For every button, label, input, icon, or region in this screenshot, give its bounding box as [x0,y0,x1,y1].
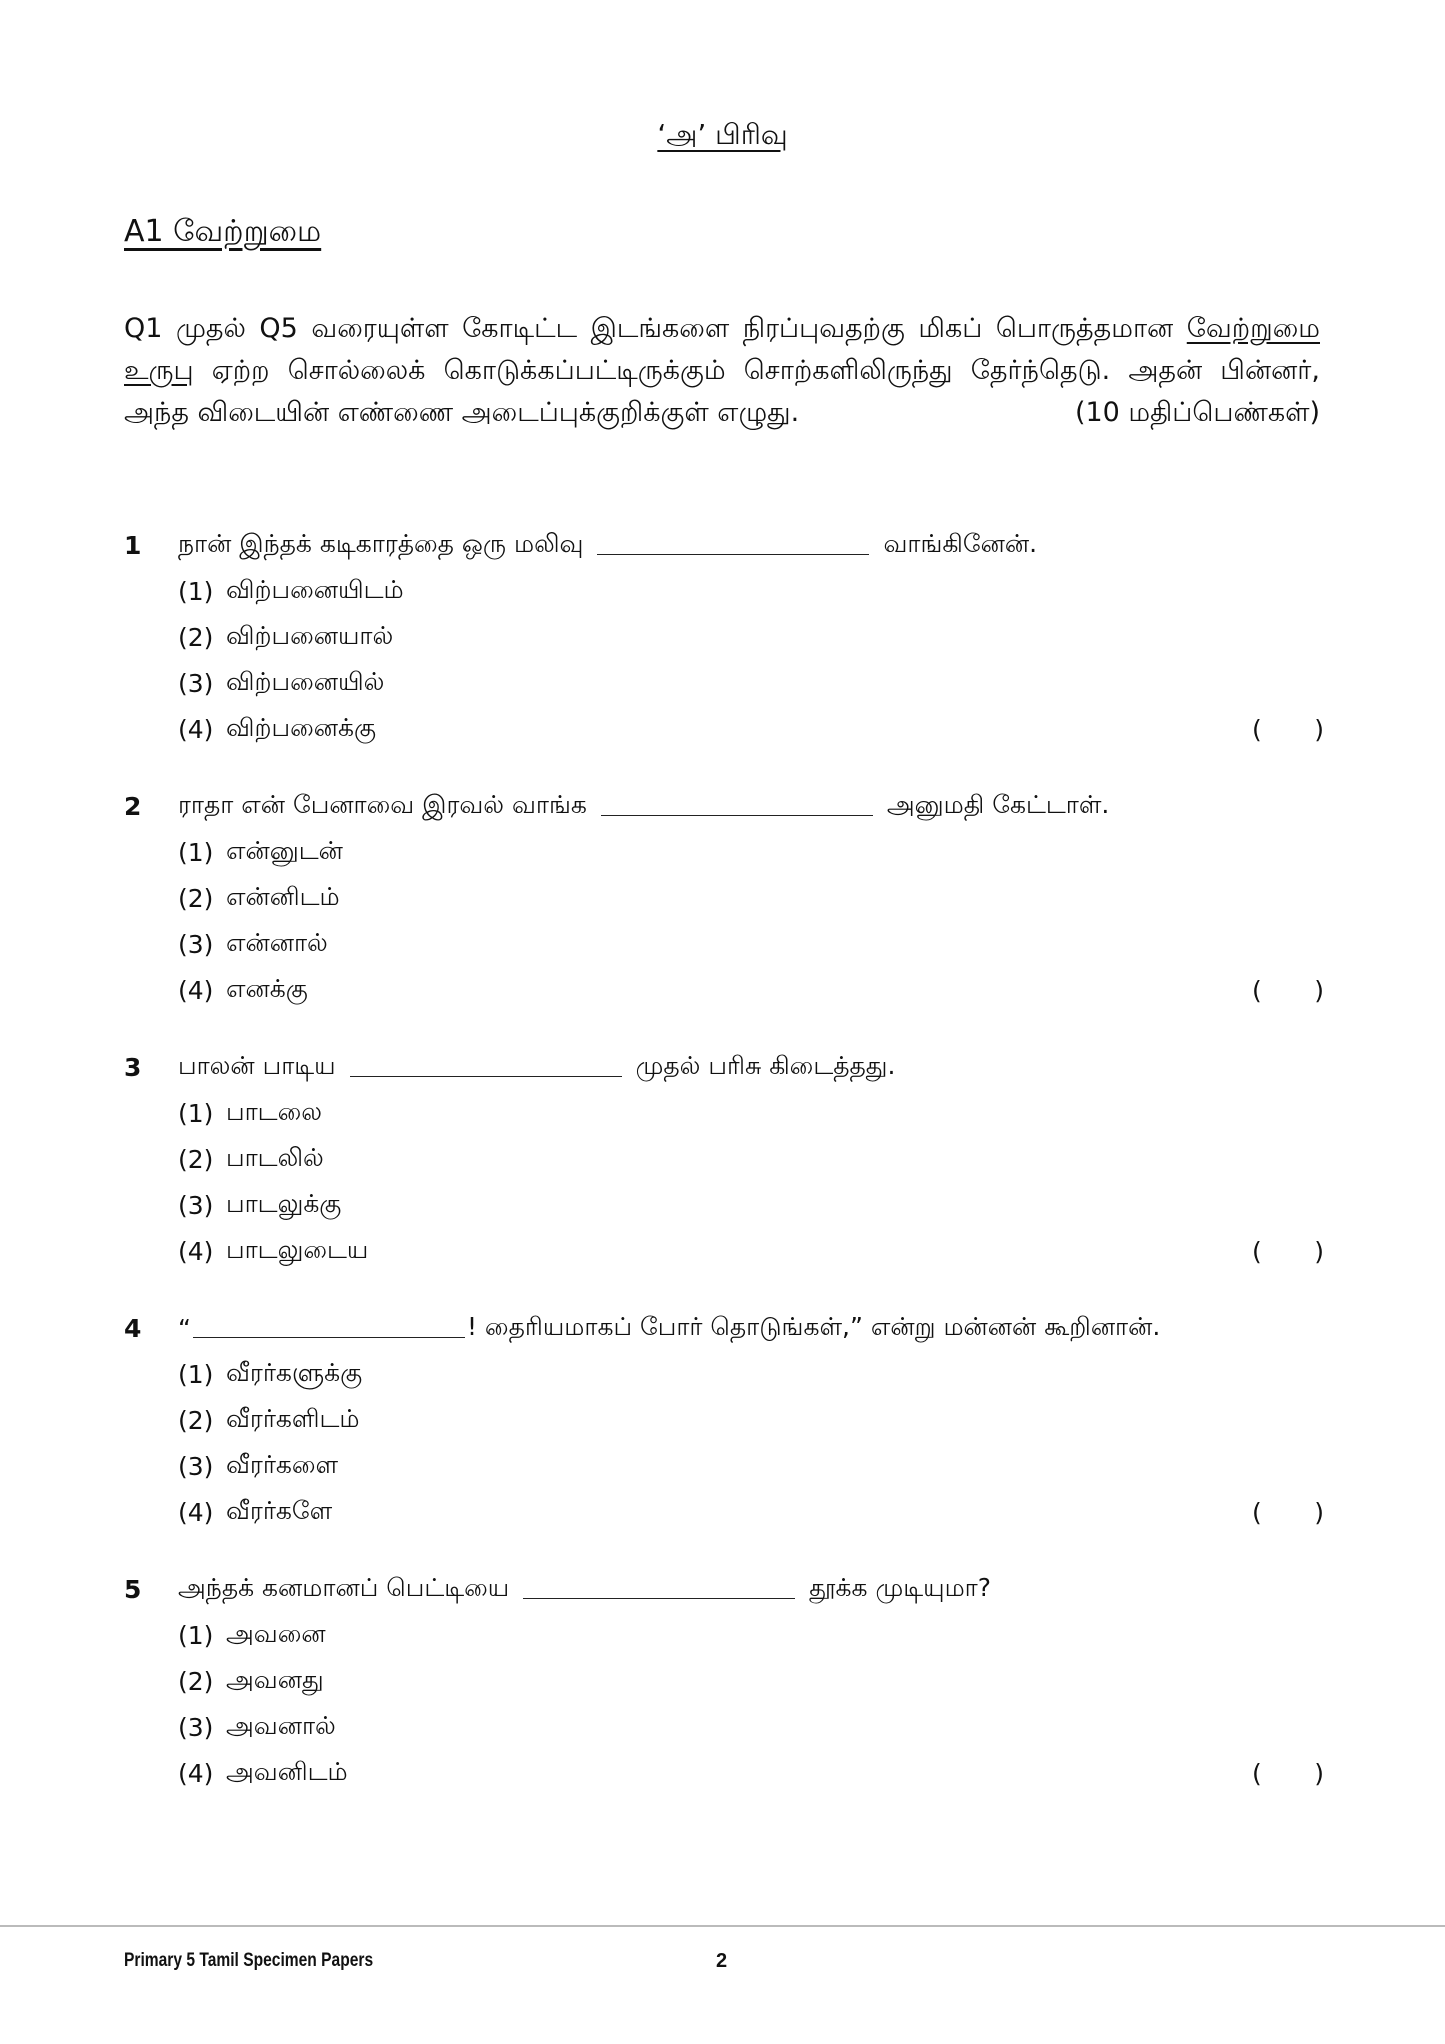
option-text: பாடலில் [226,1142,324,1172]
option-number: (2) [178,1144,214,1174]
instructions-text-2: ஏற்ற சொல்லைக் கொடுக்கப்பட்டிருக்கும் சொற்களிலிருந்து தேர்ந்தெடு. அதன் பின்னர், அந்த விடையின் எண்ணை அடைப்புக்குறிக்குள் எழுது. [124,355,1320,428]
option [124,1750,1324,1796]
option [124,1397,1324,1443]
answer-bracket[interactable] [1252,1759,1324,1788]
question-number: 4 [124,1313,142,1343]
option [124,1443,1324,1489]
question [124,1305,1324,1535]
option-text: என்னால் [226,927,328,957]
option-number: (4) [178,1758,214,1788]
instructions-underlined: வேற்றுமை உருபு [124,313,1320,386]
marks-label: (10 மதிப்பெண்கள்) [1074,397,1320,428]
option [124,1658,1324,1704]
question-number: 5 [124,1574,142,1604]
option [124,660,1324,706]
option [124,1136,1324,1182]
option [124,1612,1324,1658]
bracket-close: ) [1314,975,1324,1005]
question [124,783,1324,1013]
answer-blank[interactable] [597,536,869,555]
option-number: (4) [178,1236,214,1266]
answer-blank[interactable] [601,797,873,816]
option [124,1704,1324,1750]
question [124,522,1324,752]
section-heading: A1 வேற்றுமை [124,214,322,249]
option-number: (4) [178,975,214,1005]
option [124,875,1324,921]
option-text: அவனை [226,1618,326,1648]
question-line [124,1566,1324,1612]
option [124,1090,1324,1136]
option-text: விற்பனையால் [226,620,394,650]
instructions [124,308,1320,434]
option-text: விற்பனையிடம் [226,574,404,604]
footer-divider [0,1925,1445,1927]
option-number: (1) [178,1359,214,1389]
answer-bracket[interactable] [1252,715,1324,744]
option-text: வீரர்களுக்கு [226,1357,363,1387]
question-text-after: அனுமதி கேட்டாள். [886,789,1110,819]
option [124,614,1324,660]
page-number: 2 [716,1950,728,1972]
answer-blank[interactable] [350,1058,622,1077]
option-number: (2) [178,883,214,913]
answer-bracket[interactable] [1252,1237,1324,1266]
option-text: விற்பனையில் [226,666,385,696]
question-text-after: வாங்கினேன். [883,528,1038,558]
option [124,1351,1324,1397]
option-number: (1) [178,1620,214,1650]
bracket-close: ) [1314,1236,1324,1266]
option-number: (1) [178,1098,214,1128]
option-text: பாடலுக்கு [226,1188,342,1218]
bracket-close: ) [1314,714,1324,744]
section-title [0,118,1445,155]
option-number: (2) [178,1405,214,1435]
question-text-after: முதல் பரிசு கிடைத்தது. [635,1050,896,1080]
option-number: (3) [178,1190,214,1220]
section-title-text: ‘அ’ பிரிவு [657,118,788,151]
option-text: அவனிடம் [226,1756,348,1786]
question-text-before: ராதா என் பேனாவை இரவல் வாங்க [178,789,587,819]
question-line [124,783,1324,829]
question [124,1044,1324,1274]
option-number: (4) [178,1497,214,1527]
option [124,1182,1324,1228]
bracket-open: ( [1252,1497,1262,1527]
question-line [124,1044,1324,1090]
option-text: பாடலுடைய [226,1234,369,1264]
option-number: (3) [178,1451,214,1481]
option-text: வீரர்களிடம் [226,1403,360,1433]
footer-title: Primary 5 Tamil Specimen Papers [124,1950,374,1971]
question-number: 1 [124,530,142,560]
question-number: 2 [124,791,142,821]
question-text-after: ! தைரியமாகப் போர் தொடுங்கள்,” என்று மன்னன் கூறினான். [466,1311,1161,1341]
answer-bracket[interactable] [1252,1498,1324,1527]
option-number: (1) [178,837,214,867]
option-number: (2) [178,1666,214,1696]
option-number: (3) [178,1712,214,1742]
option [124,921,1324,967]
question-text-after: தூக்க முடியுமா? [809,1572,992,1602]
option-text: விற்பனைக்கு [226,712,377,742]
bracket-open: ( [1252,1758,1262,1788]
option-number: (1) [178,576,214,606]
option [124,1489,1324,1535]
question-text-before: பாலன் பாடிய [178,1050,336,1080]
question-text-before: நான் இந்தக் கடிகாரத்தை ஒரு மலிவு [178,528,584,558]
bracket-close: ) [1314,1497,1324,1527]
answer-blank[interactable] [523,1580,795,1599]
option [124,829,1324,875]
option-text: என்னுடன் [226,835,343,865]
option-number: (4) [178,714,214,744]
instructions-text: Q1 முதல் Q5 வரையுள்ள கோடிட்ட இடங்களை நிரப்புவதற்கு மிகப் பொருத்தமான [124,313,1187,344]
question-number: 3 [124,1052,142,1082]
option [124,706,1324,752]
bracket-open: ( [1252,714,1262,744]
bracket-open: ( [1252,1236,1262,1266]
question-text-before: அந்தக் கனமானப் பெட்டியை [178,1572,510,1602]
answer-blank[interactable] [193,1319,465,1338]
question-line [124,1305,1324,1351]
option-text: வீரர்களே [226,1495,333,1525]
option-number: (3) [178,668,214,698]
answer-bracket[interactable] [1252,976,1324,1005]
question [124,1566,1324,1796]
bracket-close: ) [1314,1758,1324,1788]
option [124,1228,1324,1274]
question-line [124,522,1324,568]
option-number: (2) [178,622,214,652]
option-text: அவனது [226,1664,324,1694]
option-text: பாடலை [226,1096,322,1126]
bracket-open: ( [1252,975,1262,1005]
option-text: அவனால் [226,1710,336,1740]
option-text: வீரர்களை [226,1449,339,1479]
option-number: (3) [178,929,214,959]
question-text-before: “ [178,1313,191,1343]
option [124,568,1324,614]
option-text: என்னிடம் [226,881,340,911]
option [124,967,1324,1013]
option-text: எனக்கு [226,973,308,1003]
